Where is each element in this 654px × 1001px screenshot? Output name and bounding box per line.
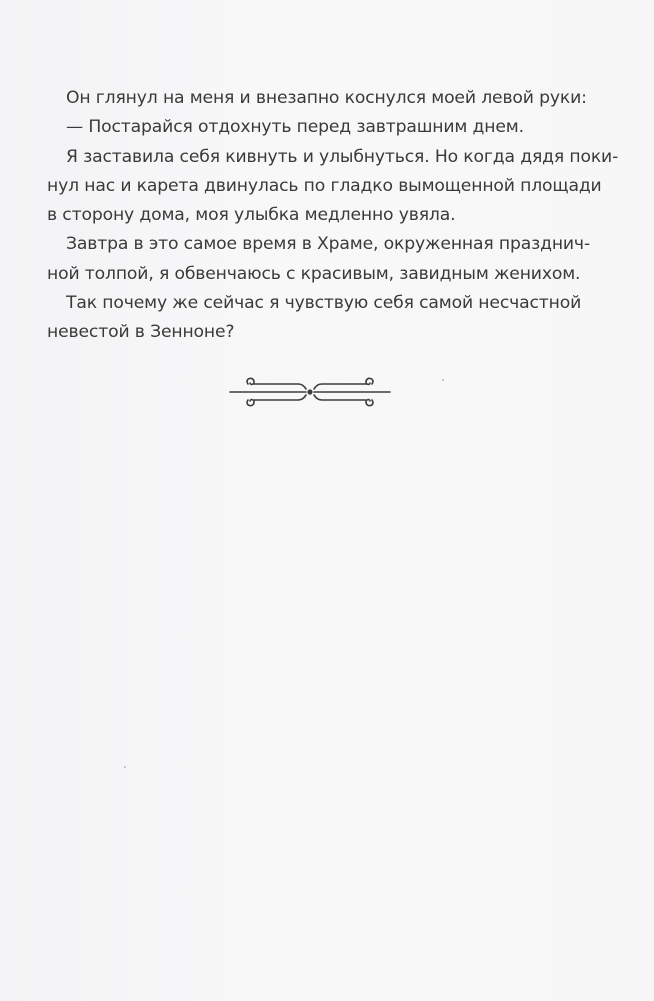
body-text [47,84,619,348]
text-line: в сторону дома, моя улыбка медленно увяла. [47,205,456,226]
paper-speck [124,766,126,768]
text-line: ной толпой, я обвенчаюсь с красивым, завидным женихом. [47,263,581,284]
text-line: невестой в Зенноне? [47,322,235,343]
text-line: Завтра в это самое время в Храме, окруженная празднич- [66,234,590,255]
text-line: Так почему же сейчас я чувствую себя самой несчастной [66,293,582,314]
text-line: Он глянул на меня и внезапно коснулся моей левой руки: [66,88,587,108]
dialogue-line: — Постарайся отдохнуть перед завтрашним днем. [66,117,524,138]
text-line: Я заставила себя кивнуть и улыбнуться. Но когда дядя поки- [66,146,619,167]
flourish-divider-icon [226,372,394,412]
paper-speck [442,379,444,381]
text-line: нул нас и карета двинулась по гладко вымощенной площади [47,175,602,196]
